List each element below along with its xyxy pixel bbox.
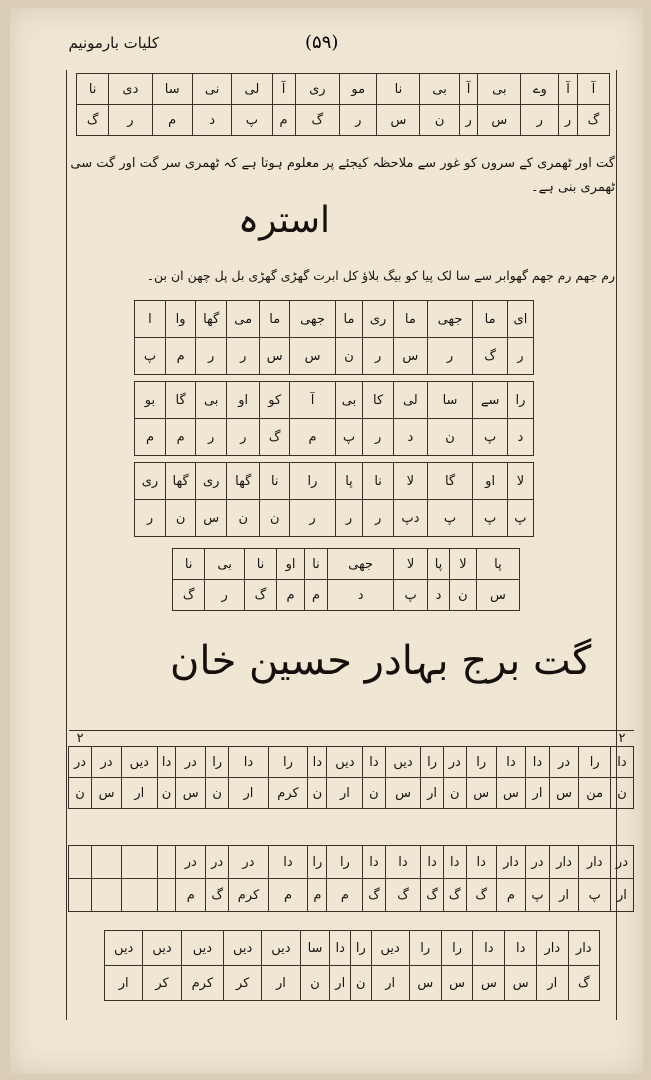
table-cell: دیں (223, 931, 261, 966)
table-cell: م (496, 879, 526, 912)
table-cell: ر (459, 105, 478, 136)
table-cell: ار (371, 966, 409, 1001)
table-spacer (135, 375, 534, 382)
table-cell: را (206, 747, 229, 778)
table-cell: دا (526, 747, 549, 778)
table-cell: بو (135, 382, 166, 419)
table-row (135, 419, 534, 456)
table-cell: او (227, 382, 260, 419)
table-cell: ار (421, 778, 443, 809)
table-cell: ر (335, 500, 362, 537)
table-cell: بی (205, 549, 245, 580)
table-cell: ری (196, 463, 227, 500)
table-cell: دا (330, 931, 351, 966)
table-row (105, 966, 600, 1001)
table-cell (92, 846, 122, 879)
table-cell: ار (229, 778, 269, 809)
table-cell: پ (232, 105, 272, 136)
table-cell: س (196, 500, 227, 537)
table-row (135, 463, 534, 500)
table-row (69, 747, 634, 778)
intro-paragraph: گت اور ٹھمری کے سروں کو غور سے ملاحظہ کیجئے پر معلوم ہوتا ہے کہ ٹھمری سر گت اور گت سی ٹھمری بنی ہے۔ (70, 156, 615, 195)
table-cell: س (505, 966, 537, 1001)
table-cell: س (92, 778, 122, 809)
table-cell: گ (260, 419, 290, 456)
table-cell: ر (363, 419, 394, 456)
table-cell (121, 879, 157, 912)
table-cell: نا (363, 463, 394, 500)
table-cell: ن (427, 419, 473, 456)
table-cell: بی (478, 74, 521, 105)
table-cell: پا (335, 463, 362, 500)
table-cell: س (496, 778, 526, 809)
table-cell: ار (549, 879, 579, 912)
table-cell: می (227, 301, 260, 338)
table-row (135, 500, 534, 537)
table-cell: ر (559, 105, 578, 136)
table-cell: آ (577, 74, 609, 105)
notation-table-5 (104, 930, 600, 1001)
table-cell (421, 731, 443, 747)
lyric-line: رم جھم رم جھم گھوابر سے سا لک پیا کو بیگ بلاؤ کل ابرت گھڑی گھڑی بل پل چھن ان بن۔ (146, 268, 615, 283)
table-cell (229, 731, 269, 747)
table-cell: دیں (371, 931, 409, 966)
table-cell: دیں (385, 747, 421, 778)
table-cell: م (152, 105, 192, 136)
table-cell: را (290, 463, 336, 500)
table-cell (92, 731, 122, 747)
table-cell (121, 731, 157, 747)
table-row (69, 778, 634, 809)
table-cell: گھا (196, 301, 227, 338)
heading-astra: استرہ (238, 200, 330, 241)
table-cell: پ (507, 500, 533, 537)
table-cell: ر (109, 105, 152, 136)
table-row (77, 74, 610, 105)
table-cell: لی (232, 74, 272, 105)
table-cell: سا (427, 382, 473, 419)
table-cell: نا (260, 463, 290, 500)
left-margin-rule (66, 70, 67, 1020)
notation-table-3 (172, 548, 520, 611)
table-cell: ن (363, 778, 385, 809)
table-cell: نا (77, 74, 109, 105)
table-cell: نا (377, 74, 420, 105)
table-cell: ری (135, 463, 166, 500)
table-cell: ری (363, 301, 394, 338)
table-cell: ر (205, 580, 245, 611)
notation-table-2 (134, 300, 534, 537)
table-cell (363, 731, 385, 747)
table-cell: پ (473, 419, 507, 456)
table-row (135, 301, 534, 338)
table-cell: ن (420, 105, 459, 136)
table-cell: پ (427, 500, 473, 537)
table-cell: جھی (427, 301, 473, 338)
table-cell: را (327, 846, 363, 879)
table-spacer (69, 809, 634, 846)
table-cell: مو (340, 74, 377, 105)
table-cell: در (549, 747, 579, 778)
table-cell: گھا (227, 463, 260, 500)
table-cell: در (206, 846, 229, 879)
table-cell (466, 731, 496, 747)
heading-gat: گت برج بہادر حسین خان (170, 638, 592, 684)
table-cell: ن (69, 778, 92, 809)
table-cell: سا (300, 931, 330, 966)
table-cell: دا (363, 846, 385, 879)
table-cell: را (507, 382, 533, 419)
table-cell: ر (196, 338, 227, 375)
table-cell: ار (330, 966, 351, 1001)
table-cell: جھی (328, 549, 394, 580)
table-cell: گ (77, 105, 109, 136)
table-cell (526, 731, 549, 747)
table-cell: دا (157, 747, 176, 778)
table-cell (443, 731, 466, 747)
table-cell: دا (363, 747, 385, 778)
table-cell (206, 731, 229, 747)
table-cell: را (351, 931, 372, 966)
table-cell (308, 731, 327, 747)
table-cell: ر (135, 500, 166, 537)
table-cell: بی (335, 382, 362, 419)
table-cell: ر (363, 338, 394, 375)
table-cell: د (328, 580, 394, 611)
book-title: کلیات بارمونیم (68, 34, 159, 52)
table-cell: ن (206, 778, 229, 809)
table-cell: گ (466, 879, 496, 912)
table-cell: در (176, 846, 206, 879)
table-cell: او (473, 463, 507, 500)
table-spacer (135, 456, 534, 463)
table-cell: ن (165, 500, 195, 537)
table-cell: ار (262, 966, 300, 1001)
table-cell: پ (579, 879, 611, 912)
table-cell: گ (363, 879, 385, 912)
table-cell: دار (579, 846, 611, 879)
table-cell: س (385, 778, 421, 809)
table-cell: د (507, 419, 533, 456)
table-cell: بی (196, 382, 227, 419)
table-cell: لا (507, 463, 533, 500)
table-cell: ار (537, 966, 568, 1001)
table-cell: در (69, 747, 92, 778)
table-cell: وا (165, 301, 195, 338)
table-cell: گ (295, 105, 339, 136)
table-cell: ر (227, 419, 260, 456)
table-cell (69, 846, 92, 879)
table-cell: د (192, 105, 231, 136)
table-cell: ری (295, 74, 339, 105)
table-cell: گھا (165, 463, 195, 500)
table-cell: در (229, 846, 269, 879)
table-cell: م (165, 419, 195, 456)
table-cell: نی (192, 74, 231, 105)
table-cell: آ (290, 382, 336, 419)
table-cell (176, 731, 206, 747)
table-cell: ار (610, 879, 633, 912)
table-cell: س (176, 778, 206, 809)
table-cell: کر (223, 966, 261, 1001)
table-cell: س (260, 338, 290, 375)
table-cell: دار (568, 931, 599, 966)
table-cell: را (441, 931, 473, 966)
table-cell: ر (507, 338, 533, 375)
table-cell: گ (206, 879, 229, 912)
table-cell: در (176, 747, 206, 778)
table-cell: گ (421, 879, 443, 912)
table-cell: م (272, 105, 295, 136)
table-cell: ما (394, 301, 428, 338)
table-cell: ر (290, 500, 336, 537)
table-cell: ار (121, 778, 157, 809)
table-cell: ما (260, 301, 290, 338)
table-cell (327, 731, 363, 747)
table-cell: دیں (121, 747, 157, 778)
table-cell (92, 879, 122, 912)
table-cell (549, 731, 579, 747)
table-spacer-cell (135, 456, 534, 463)
table-cell: دا (505, 931, 537, 966)
table-cell: س (290, 338, 336, 375)
table-cell: دا (268, 846, 308, 879)
table-cell: در (443, 747, 466, 778)
table-cell: ما (335, 301, 362, 338)
table-cell: لا (449, 549, 476, 580)
table-cell: سا (152, 74, 192, 105)
table-cell: دا (229, 747, 269, 778)
table-cell: م (165, 338, 195, 375)
table-cell: دا (496, 747, 526, 778)
table-cell: در (526, 846, 549, 879)
table-cell: ای (507, 301, 533, 338)
table-cell: کرم (229, 879, 269, 912)
table-cell (157, 731, 176, 747)
table-cell: س (476, 580, 519, 611)
table-cell: کر (143, 966, 181, 1001)
table-cell: ن (308, 778, 327, 809)
table-cell (496, 731, 526, 747)
table-cell: من (579, 778, 611, 809)
table-cell: را (268, 747, 308, 778)
table-cell: نا (304, 549, 327, 580)
table-cell: دا (421, 846, 443, 879)
table-cell: ن (335, 338, 362, 375)
table-cell: پ (135, 338, 166, 375)
table-cell: دیں (327, 747, 363, 778)
table-cell: س (549, 778, 579, 809)
table-row (173, 549, 520, 580)
table-row (105, 931, 600, 966)
table-cell: ا (135, 301, 166, 338)
table-cell: کرم (181, 966, 223, 1001)
table-cell: لا (394, 463, 428, 500)
table-cell: م (135, 419, 166, 456)
table-cell: پا (476, 549, 519, 580)
table-cell: ۲ (610, 731, 633, 747)
table-cell: گ (443, 879, 466, 912)
table-spacer-cell (135, 375, 534, 382)
table-cell: پ (335, 419, 362, 456)
table-cell: س (377, 105, 420, 136)
table-cell: گ (577, 105, 609, 136)
table-cell: ر (227, 338, 260, 375)
table-cell: ۲ (69, 731, 92, 747)
notation-table-1 (76, 73, 610, 136)
table-cell: ن (449, 580, 476, 611)
table-cell: پ (473, 500, 507, 537)
table-cell: م (327, 879, 363, 912)
table-cell: را (308, 846, 327, 879)
table-cell: نا (173, 549, 205, 580)
table-cell: دی (109, 74, 152, 105)
table-cell: ن (610, 778, 633, 809)
table-cell: ر (427, 338, 473, 375)
table-cell: پا (428, 549, 450, 580)
table-row (69, 879, 634, 912)
table-row (69, 846, 634, 879)
table-cell: د (428, 580, 450, 611)
table-cell: در (92, 747, 122, 778)
table-cell: ر (340, 105, 377, 136)
table-cell (157, 879, 176, 912)
table-cell: بی (420, 74, 459, 105)
table-cell: دیں (105, 931, 143, 966)
table-cell: آ (559, 74, 578, 105)
table-cell: گ (173, 580, 205, 611)
table-cell: ما (473, 301, 507, 338)
table-cell: گ (568, 966, 599, 1001)
notation-table-4 (68, 730, 634, 912)
table-cell: س (473, 966, 505, 1001)
table-row (135, 382, 534, 419)
table-cell: دا (610, 747, 633, 778)
table-cell: را (579, 747, 611, 778)
table-cell (385, 731, 421, 747)
table-cell: ر (521, 105, 559, 136)
table-cell: گ (473, 338, 507, 375)
table-row (69, 731, 634, 747)
page-number: (۵۹) (305, 32, 339, 53)
table-cell: دا (466, 846, 496, 879)
table-cell: دار (537, 931, 568, 966)
table-cell: م (308, 879, 327, 912)
table-cell: گ (385, 879, 421, 912)
table-cell: م (304, 580, 327, 611)
table-cell: لی (394, 382, 428, 419)
table-cell: پ (526, 879, 549, 912)
table-cell: او (277, 549, 305, 580)
table-cell: م (268, 879, 308, 912)
table-cell: د (394, 419, 428, 456)
table-cell: ن (260, 500, 290, 537)
table-cell: سے (473, 382, 507, 419)
table-cell: دا (308, 747, 327, 778)
table-cell: دا (443, 846, 466, 879)
table-cell: را (409, 931, 441, 966)
table-cell: س (466, 778, 496, 809)
table-cell: کرم (268, 778, 308, 809)
table-row (77, 105, 610, 136)
table-cell: لا (394, 549, 428, 580)
table-cell: دپ (394, 500, 428, 537)
table-cell: پ (394, 580, 428, 611)
table-cell: ن (300, 966, 330, 1001)
table-cell: ن (443, 778, 466, 809)
table-cell: ن (227, 500, 260, 537)
table-cell: جھی (290, 301, 336, 338)
table-cell: دار (496, 846, 526, 879)
table-cell (157, 846, 176, 879)
table-cell: م (176, 879, 206, 912)
table-cell: ر (196, 419, 227, 456)
table-cell: کو (260, 382, 290, 419)
table-cell: وے (521, 74, 559, 105)
table-cell: گا (165, 382, 195, 419)
table-cell: دا (385, 846, 421, 879)
table-cell: ن (157, 778, 176, 809)
table-cell: س (409, 966, 441, 1001)
table-cell: گ (244, 580, 276, 611)
table-cell: نا (244, 549, 276, 580)
table-row (173, 580, 520, 611)
table-cell: س (441, 966, 473, 1001)
table-cell: را (421, 747, 443, 778)
table-cell: آ (459, 74, 478, 105)
table-cell: ن (351, 966, 372, 1001)
table-cell (121, 846, 157, 879)
table-cell: م (277, 580, 305, 611)
table-cell: دیں (262, 931, 300, 966)
table-cell: دا (473, 931, 505, 966)
table-cell: س (478, 105, 521, 136)
table-cell: آ (272, 74, 295, 105)
table-cell: گا (427, 463, 473, 500)
table-cell: دار (549, 846, 579, 879)
table-cell: ر (363, 500, 394, 537)
table-cell: دیں (143, 931, 181, 966)
table-cell: دیں (181, 931, 223, 966)
table-cell (579, 731, 611, 747)
table-cell: م (290, 419, 336, 456)
table-cell: کا (363, 382, 394, 419)
table-cell (268, 731, 308, 747)
table-cell: را (466, 747, 496, 778)
table-cell: س (394, 338, 428, 375)
table-cell: در (610, 846, 633, 879)
table-cell: ار (105, 966, 143, 1001)
table-row (135, 338, 534, 375)
table-cell: ار (526, 778, 549, 809)
table-spacer-cell (69, 809, 634, 846)
table-cell: ار (327, 778, 363, 809)
table-cell (69, 879, 92, 912)
